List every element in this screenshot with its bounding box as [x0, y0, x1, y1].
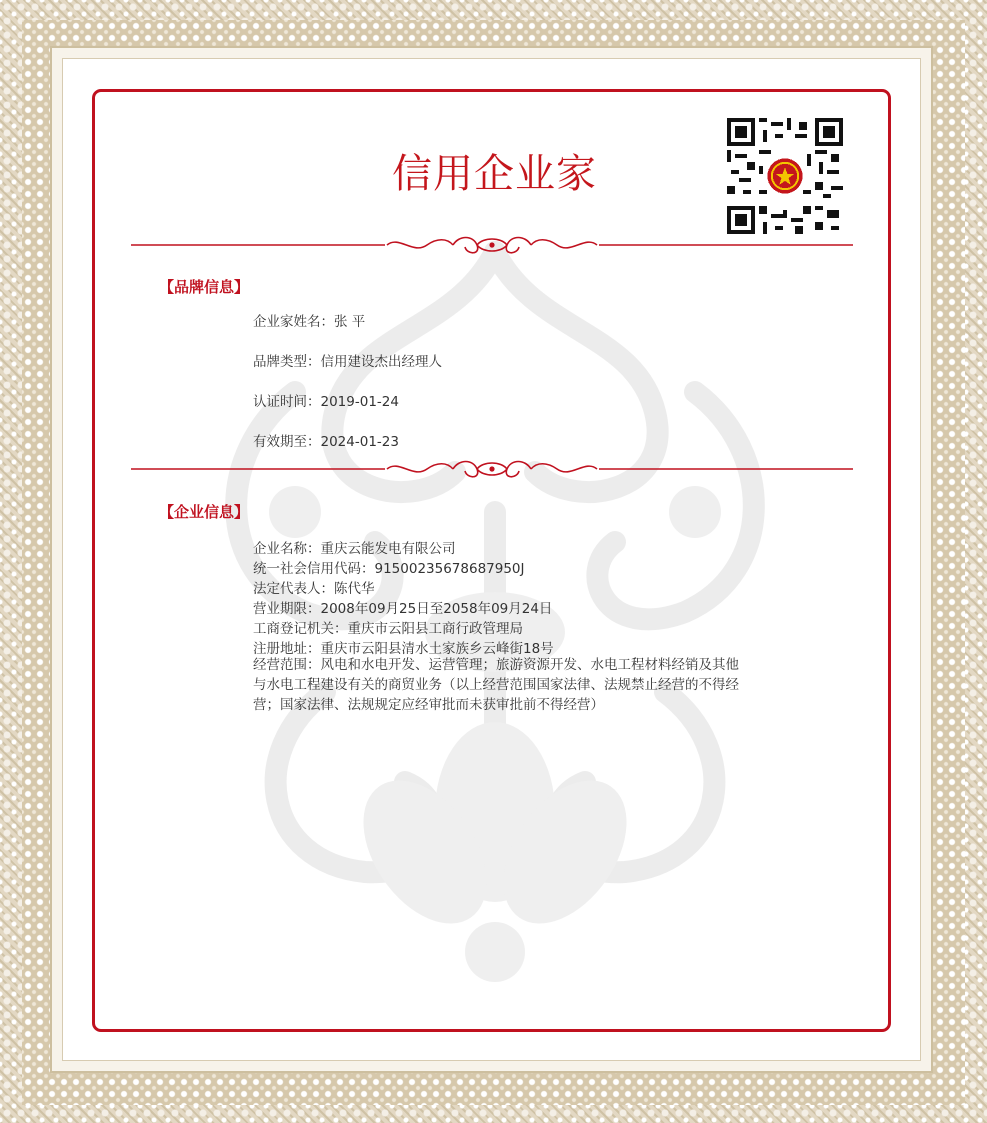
field-label: 企业名称： — [253, 541, 321, 557]
company-field-term — [253, 597, 552, 617]
field-label: 营业期限： — [253, 601, 321, 617]
field-label: 经营范围： — [253, 657, 321, 673]
field-label: 企业家姓名： — [253, 314, 334, 330]
field-value: 2019-01-24 — [320, 394, 399, 410]
field-value: 张 平 — [334, 314, 366, 330]
brand-field-name — [253, 310, 365, 330]
brand-field-expiry — [253, 430, 399, 450]
field-label: 统一社会信用代码： — [253, 561, 375, 577]
field-value: 重庆市云阳县清水土家族乡云峰街18号 — [320, 641, 554, 657]
field-label: 有效期至： — [253, 434, 321, 450]
company-field-legal-rep — [253, 577, 375, 597]
qr-code-icon[interactable] — [727, 118, 843, 234]
brand-field-type — [253, 350, 442, 370]
field-value: 信用建设杰出经理人 — [320, 354, 442, 370]
field-value: 陈代华 — [334, 581, 375, 597]
certificate-card — [92, 89, 891, 1032]
company-section-heading: 【企业信息】 — [159, 503, 250, 521]
company-field-name — [253, 537, 456, 557]
field-value: 重庆云能发电有限公司 — [320, 541, 456, 557]
field-label: 品牌类型： — [253, 354, 321, 370]
company-field-address — [253, 637, 554, 657]
field-label: 认证时间： — [253, 394, 321, 410]
ornament-divider-icon — [131, 233, 853, 257]
field-value: 风电和水电开发、运营管理；旅游资源开发、水电工程材料经销及其他与水电工程建设有关的商贸业务（以上经营范围国家法律、法规禁止经营的不得经营；国家法律、法规规定应经审批而未获审批前不得经营） — [253, 657, 739, 713]
field-label: 注册地址： — [253, 641, 321, 657]
brand-field-cert-date — [253, 390, 399, 410]
field-value: 重庆市云阳县工商行政管理局 — [347, 621, 523, 637]
field-label: 法定代表人： — [253, 581, 334, 597]
field-value: 2024-01-23 — [320, 434, 399, 450]
field-value: 2008年09月25日至2058年09月24日 — [320, 601, 553, 617]
ornament-divider-icon — [131, 457, 853, 481]
seal-icon — [764, 155, 806, 197]
field-label: 工商登记机关： — [253, 621, 348, 637]
field-value: 91500235678687950J — [374, 561, 525, 577]
company-field-registry — [253, 617, 523, 637]
company-field-business-scope — [253, 655, 743, 715]
brand-section-heading: 【品牌信息】 — [159, 278, 250, 296]
company-field-credit-code — [253, 557, 525, 577]
certificate-title: 信用企业家 — [392, 151, 597, 197]
